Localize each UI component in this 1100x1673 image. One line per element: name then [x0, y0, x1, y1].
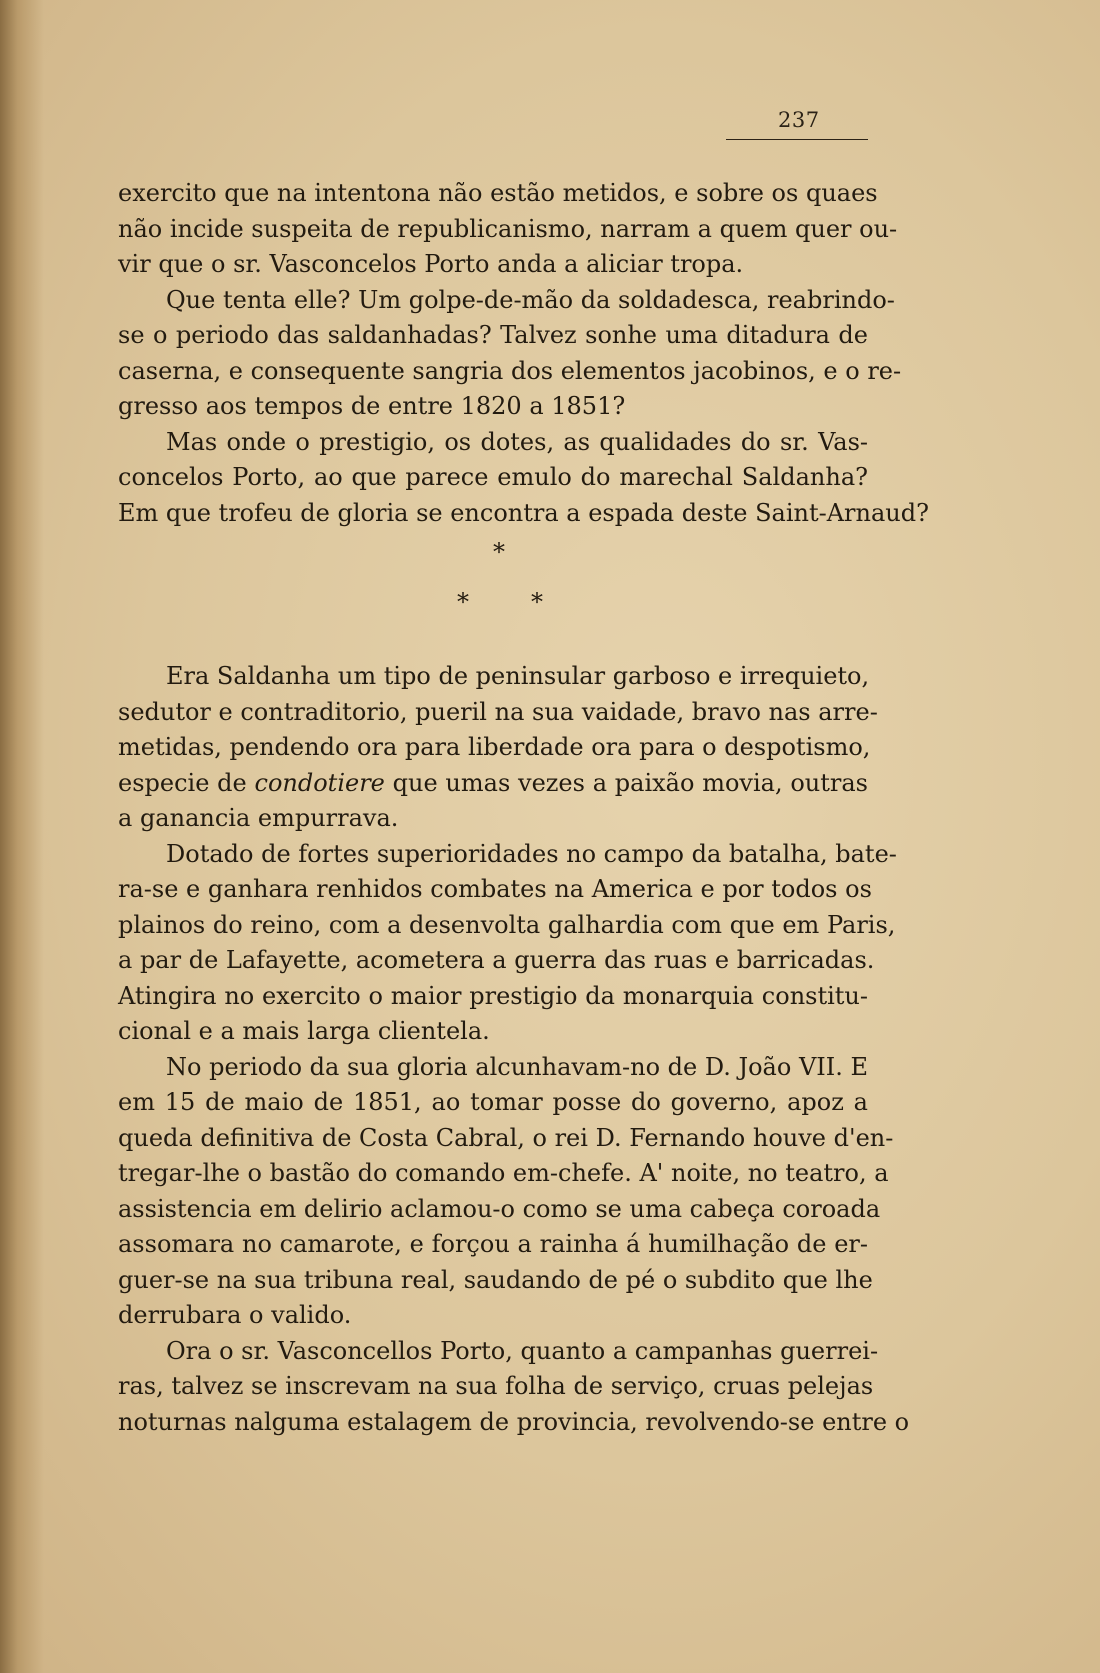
text-segment: especie de [118, 768, 247, 797]
asterisk: * [493, 538, 505, 566]
text-line: a ganancia empurrava. [118, 804, 399, 832]
text-line: caserna, e consequente sangria dos elementos jacobinos, e o re- [118, 356, 902, 385]
text-line: cional e a mais larga clientela. [118, 1017, 490, 1045]
text-line: plainos do reino, com a desenvolta galhardia com que em Paris, [118, 910, 896, 939]
paragraph-first-line: Mas onde o prestigio, os dotes, as qualidades do sr. Vas- [166, 427, 868, 456]
text-segment: que umas vezes a paixão movia, outras [392, 768, 868, 797]
italic-term: condotiere [254, 768, 385, 797]
text-column [118, 176, 929, 1440]
paragraph-first-line: Dotado de fortes superioridades no campo da batalha, bate- [166, 839, 897, 868]
spine-shadow [0, 0, 44, 1673]
text-line: Atingira no exercito o maior prestigio da monarquia constitu- [118, 981, 868, 1010]
text-line: metidas, pendendo ora para liberdade ora para o despotismo, [118, 733, 871, 761]
text-line: sedutor e contraditorio, pueril na sua vaidade, bravo nas arre- [118, 697, 878, 726]
asterisk: * [457, 588, 469, 616]
text-line: ras, talvez se inscrevam na sua folha de serviço, cruas pelejas [118, 1372, 874, 1400]
text-line: exercito que na intentona não estão metidos, e sobre os quaes [118, 179, 878, 207]
text-line: guer-se na sua tribuna real, saudando de pé o subdito que lhe [118, 1265, 873, 1294]
paragraph-first-line: Era Saldanha um tipo de peninsular garboso e irrequieto, [166, 662, 870, 690]
text-line: assistencia em delirio aclamou-o como se uma cabeça coroada [118, 1194, 881, 1223]
text-line: ra-se e ganhara renhidos combates na America e por todos os [118, 875, 872, 903]
text-line: gresso aos tempos de entre 1820 a 1851? [118, 392, 626, 420]
text-line: noturnas nalguma estalagem de provincia, revolvendo-se entre o [118, 1407, 910, 1436]
page-number: 237 [778, 108, 820, 132]
text-line: se o periodo das saldanhadas? Talvez sonhe uma ditadura de [118, 321, 868, 349]
section-break-asterism [118, 535, 868, 653]
text-line: concelos Porto, ao que parece emulo do marechal Saldanha? [118, 463, 868, 491]
asterisk: * [531, 588, 543, 616]
header-rule [726, 139, 868, 140]
text-line: a par de Lafayette, acometera a guerra das ruas e barricadas. [118, 946, 875, 974]
paragraph-first-line: No periodo da sua gloria alcunhavam-no de D. João VII. E [166, 1052, 869, 1081]
text-line: vir que o sr. Vasconcelos Porto anda a aliciar tropa. [118, 250, 744, 278]
text-line: queda definitiva de Costa Cabral, o rei D. Fernando houve d'en- [118, 1123, 894, 1152]
text-line: assomara no camarote, e forçou a rainha á humilhação de er- [118, 1230, 868, 1258]
paragraph-first-line: Ora o sr. Vasconcellos Porto, quanto a campanhas guerrei- [166, 1336, 879, 1365]
paragraph-first-line: Que tenta elle? Um golpe-de-mão da soldadesca, reabrindo- [166, 285, 895, 314]
text-line: derrubara o valido. [118, 1301, 352, 1329]
text-line: Em que trofeu de gloria se encontra a espada deste Saint-Arnaud? [118, 498, 929, 527]
text-line: em 15 de maio de 1851, ao tomar posse do governo, apoz a [118, 1088, 868, 1116]
text-line-with-italic [118, 766, 868, 802]
text-line: não incide suspeita de republicanismo, narram a quem quer ou- [118, 214, 898, 243]
text-line: tregar-lhe o bastão do comando em-chefe. A' noite, no teatro, a [118, 1159, 889, 1187]
